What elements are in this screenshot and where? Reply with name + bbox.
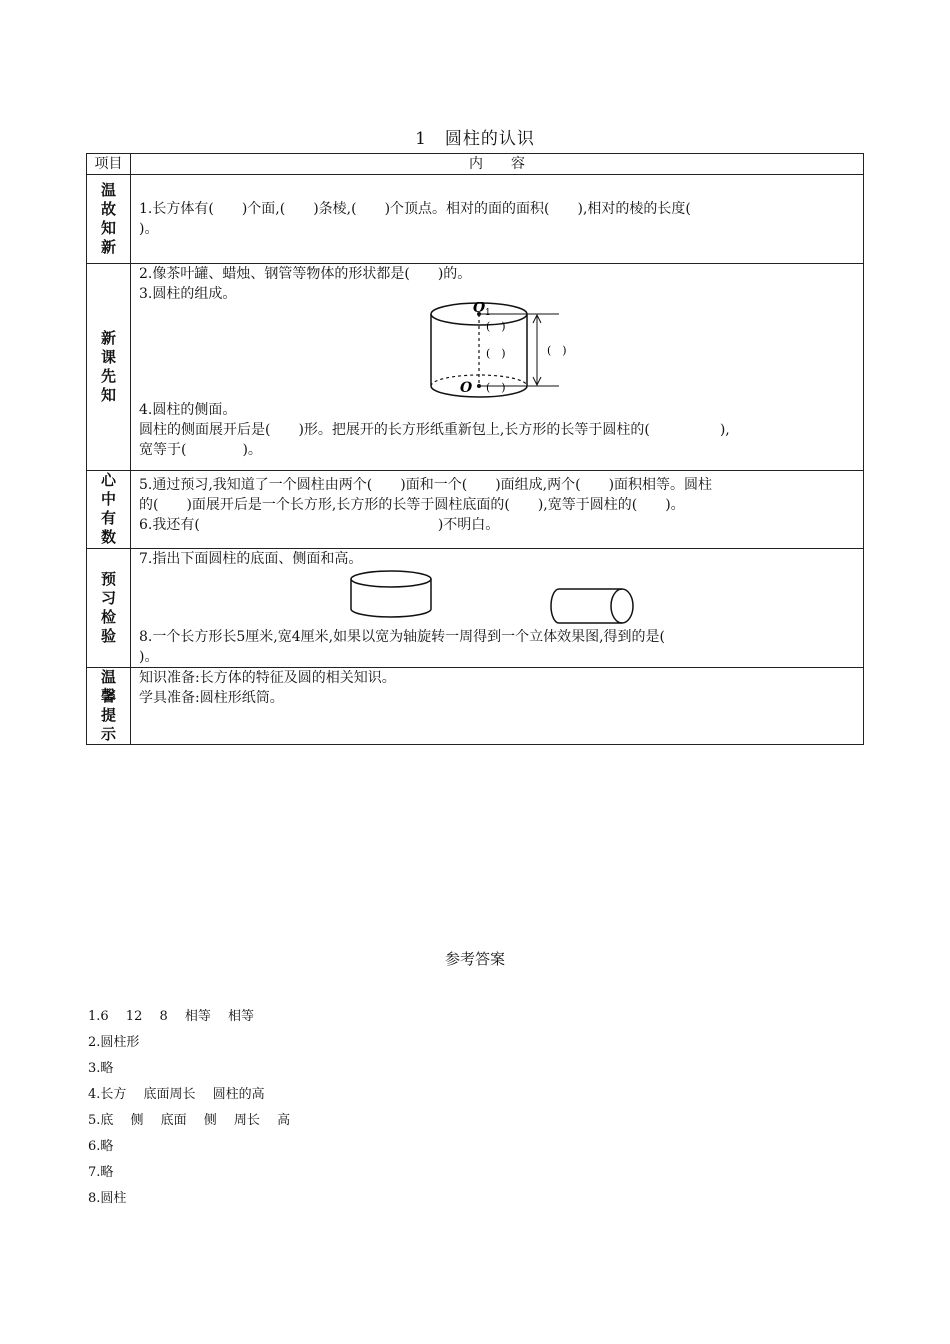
table-row (87, 668, 864, 745)
question-1-line-a: 1.长方体有( )个面,( )条棱,( )个顶点。相对的面的面积( ),相对的棱的长度( (139, 201, 691, 217)
question-8-line-b: )。 (139, 649, 159, 665)
answer-item: 1.6 12 8 相等 相等 (88, 1009, 255, 1024)
table-header-row (87, 154, 864, 175)
header-item: 项目 (87, 154, 131, 175)
tip-knowledge: 知识准备:长方体的特征及圆的相关知识。 (139, 670, 396, 686)
row-label-tips: 温馨提示 (100, 668, 116, 743)
cylinder-parts-figure (139, 302, 859, 398)
page-title: 1 圆柱的认识 (415, 129, 535, 149)
table-row (87, 471, 864, 549)
row-label-summary: 心中有数 (100, 471, 116, 546)
table-row (87, 264, 864, 471)
question-7: 7.指出下面圆柱的底面、侧面和高。 (139, 551, 363, 567)
question-4-line-a: 圆柱的侧面展开后是( )形。把展开的长方形纸重新包上,长方形的长等于圆柱的( ), (139, 422, 730, 438)
cylinder-examples-figure (139, 569, 859, 625)
question-6: 6.我还有( )不明白。 (139, 517, 500, 533)
question-5-line-a: 5.通过预习,我知道了一个圆柱由两个( )面和一个( )面组成,两个( )面积相等。圆柱 (139, 477, 713, 493)
cylinder-diagram (139, 304, 863, 400)
question-2: 2.像茶叶罐、蜡烛、钢管等物体的形状都是( )的。 (139, 266, 472, 282)
row-label-check: 预习检验 (100, 569, 116, 645)
question-5-line-b: 的( )面展开后是一个长方形,长方形的长等于圆柱底面的( ),宽等于圆柱的( )。 (139, 497, 685, 513)
answer-item: 3.略 (88, 1061, 114, 1076)
top-center-subscript: 1 (485, 308, 491, 318)
question-4: 4.圆柱的侧面。 (139, 402, 237, 418)
bottom-center-label: O (460, 380, 473, 396)
answer-item: 4.长方 底面周长 圆柱的高 (88, 1087, 265, 1102)
question-1-line-b: )。 (139, 221, 159, 237)
header-content: 内 容 (131, 154, 864, 175)
blank-bottom: ( ) (486, 381, 506, 394)
answer-item: 5.底 侧 底面 侧 周长 高 (88, 1113, 291, 1128)
answers-list (88, 1004, 290, 1212)
blank-side: ( ) (486, 347, 506, 360)
answer-item: 2.圆柱形 (88, 1035, 140, 1050)
top-center-label: O (473, 302, 486, 316)
answer-item: 6.略 (88, 1139, 114, 1154)
tip-tools: 学具准备:圆柱形纸筒。 (139, 690, 284, 706)
blank-height: ( ) (547, 344, 567, 357)
question-3: 3.圆柱的组成。 (139, 286, 237, 302)
table-row (87, 175, 864, 264)
answer-item: 8.圆柱 (88, 1191, 127, 1206)
answer-item: 7.略 (88, 1165, 114, 1180)
answers-title: 参考答案 (444, 950, 505, 968)
blank-top: ( ) (486, 320, 506, 333)
row-label-new-lesson: 新课先知 (100, 328, 116, 404)
table-row (87, 549, 864, 668)
question-8-line-a: 8.一个长方形长5厘米,宽4厘米,如果以宽为轴旋转一周得到一个立体效果图,得到的是( (139, 629, 665, 645)
question-4-line-b: 宽等于( )。 (139, 442, 262, 458)
row-label-review: 温故知新 (100, 180, 116, 256)
preview-table (86, 153, 864, 745)
cylinder-shapes (139, 569, 863, 619)
